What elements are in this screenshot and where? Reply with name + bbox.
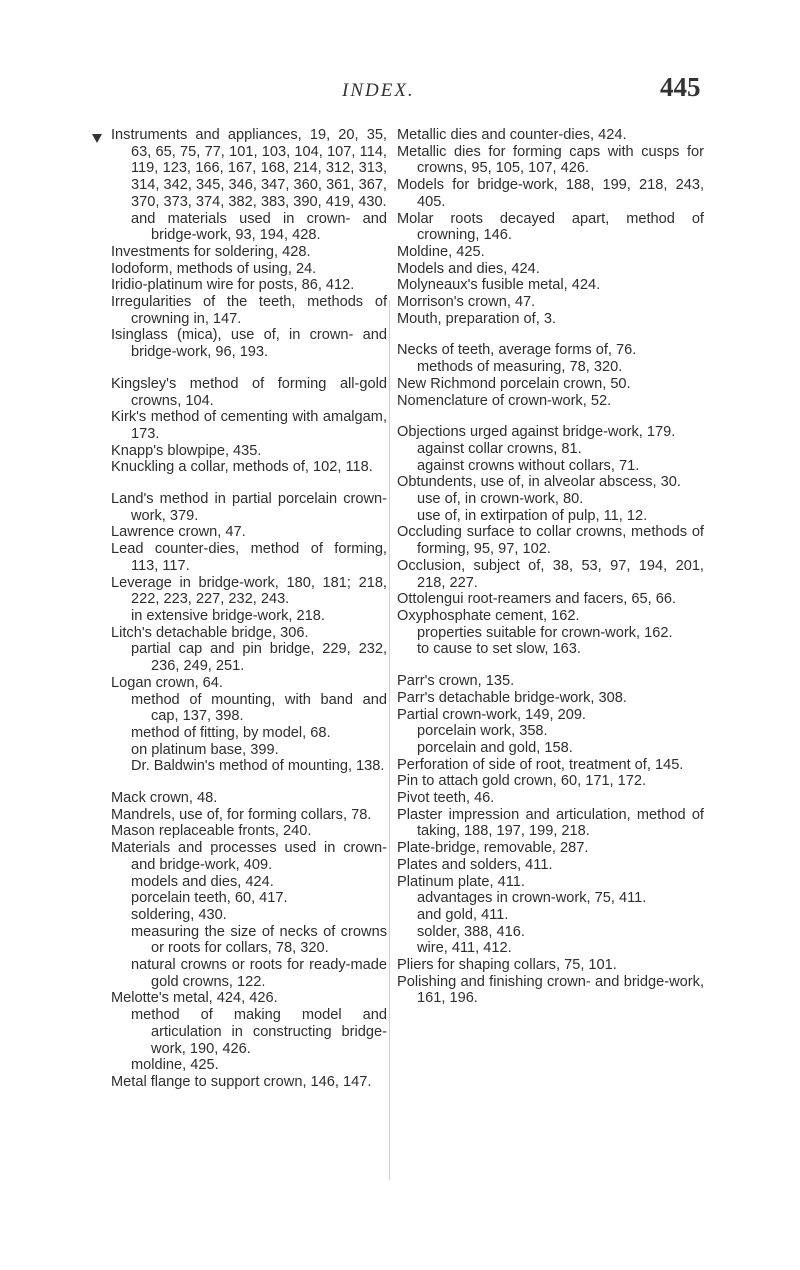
index-entry: Pivot teeth, 46. bbox=[397, 790, 495, 807]
index-entry: Plaster impression and articulation, method of taking, 188, 197, 199, 218. bbox=[397, 806, 704, 840]
index-entry: Melotte's metal, 424, 426. bbox=[111, 990, 278, 1007]
index-subentry: to cause to set slow, 163. bbox=[417, 641, 581, 658]
index-entry: Pin to attach gold crown, 60, 171, 172. bbox=[397, 773, 647, 790]
index-entry: Perforation of side of root, treatment of, 145. bbox=[397, 756, 684, 773]
index-entry: Moldine, 425. bbox=[397, 243, 485, 260]
page-mark-icon bbox=[92, 134, 102, 143]
index-subentry: use of, in extirpation of pulp, 11, 12. bbox=[417, 507, 648, 524]
index-subentry: on platinum base, 399. bbox=[131, 741, 279, 758]
index-entry: Kirk's method of cementing with amalgam, 173. bbox=[111, 409, 387, 442]
index-entry: Mandrels, use of, for forming collars, 78. bbox=[111, 806, 372, 823]
index-entry: Instruments and appliances, 19, 20, 35, 63, 65, 75, 77, 101, 103, 104, 107, 114, 119, 123, 166, 167, 168, 214, 312, 313, 314, 342, 345, 346, 347, 360, 361, 367, 370, 373, 374, 382, 383, 390, 419, 430. bbox=[111, 127, 387, 210]
index-entry: Morrison's crown, 47. bbox=[397, 294, 536, 311]
index-entry: Mack crown, 48. bbox=[111, 790, 218, 807]
index-entry: Materials and processes used in crown- and bridge-work, 409. bbox=[111, 840, 387, 873]
index-subentry: Dr. Baldwin's method of mounting, 138. bbox=[131, 758, 385, 775]
index-entry: Polishing and finishing crown- and bridge-work, 161, 196. bbox=[397, 973, 704, 1007]
index-subentry: wire, 411, 412. bbox=[417, 940, 512, 957]
index-subentry: partial cap and pin bridge, 229, 232, 236, 249, 251. bbox=[131, 641, 387, 675]
index-entry: Metallic dies and counter-dies, 424. bbox=[397, 127, 627, 143]
index-entry: Lawrence crown, 47. bbox=[111, 524, 246, 541]
page-number: 445 bbox=[660, 72, 701, 102]
index-entry: Iodoform, methods of using, 24. bbox=[111, 260, 317, 277]
index-subentry: porcelain work, 358. bbox=[417, 723, 548, 740]
index-subentry: models and dies, 424. bbox=[131, 873, 274, 890]
index-entry: Molar roots decayed apart, method of crowning, 146. bbox=[397, 210, 704, 244]
index-entry: Parr's detachable bridge-work, 308. bbox=[397, 689, 627, 706]
index-entry: Iridio-platinum wire for posts, 86, 412. bbox=[111, 277, 355, 294]
index-subentry: method of mounting, with band and cap, 137, 398. bbox=[131, 691, 387, 725]
index-entry: Leverage in bridge-work, 180, 181; 218, 222, 223, 227, 232, 243. bbox=[111, 574, 387, 608]
index-entry: Occlusion, subject of, 38, 53, 97, 194, 201, 218, 227. bbox=[397, 557, 704, 591]
index-subentry: porcelain and gold, 158. bbox=[417, 739, 573, 756]
page-header bbox=[0, 70, 800, 120]
index-subentry: moldine, 425. bbox=[131, 1057, 219, 1074]
index-subentry: solder, 388, 416. bbox=[417, 923, 525, 940]
index-entry: Kingsley's method of forming all-gold crowns, 104. bbox=[111, 375, 387, 409]
index-entry: Knuckling a collar, methods of, 102, 118. bbox=[111, 459, 373, 476]
index-entry: Models for bridge-work, 188, 199, 218, 243, 405. bbox=[397, 177, 704, 210]
index-entry: Obtundents, use of, in alveolar abscess, 30. bbox=[397, 474, 681, 491]
index-subentry: advantages in crown-work, 75, 411. bbox=[417, 890, 647, 907]
index-entry: Knapp's blowpipe, 435. bbox=[111, 442, 262, 459]
index-entry: Occluding surface to collar crowns, methods of forming, 95, 97, 102. bbox=[397, 524, 704, 558]
index-subentry: method of making model and articulation in constructing bridge-work, 190, 426. bbox=[131, 1007, 387, 1057]
index-entry: Necks of teeth, average forms of, 76. bbox=[397, 342, 637, 359]
index-entry: Objections urged against bridge-work, 179. bbox=[397, 424, 676, 441]
index-entry: Isinglass (mica), use of, in crown- and bridge-work, 96, 193. bbox=[111, 327, 387, 361]
index-subentry: and materials used in crown- and bridge-work, 93, 194, 428. bbox=[131, 210, 387, 244]
index-entry: Investments for soldering, 428. bbox=[111, 243, 311, 260]
index-subentry: measuring the size of necks of crowns or roots for collars, 78, 320. bbox=[131, 923, 387, 957]
index-entry: Land's method in partial porcelain crown-work, 379. bbox=[111, 491, 387, 524]
index-subentry: and gold, 411. bbox=[417, 906, 509, 923]
running-head: INDEX. bbox=[342, 80, 415, 101]
index-subentry: use of, in crown-work, 80. bbox=[417, 491, 584, 508]
index-entry: Parr's crown, 135. bbox=[397, 673, 515, 690]
index-entry: Nomenclature of crown-work, 52. bbox=[397, 392, 612, 409]
index-column-right bbox=[397, 127, 704, 1007]
index-entry: Metallic dies for forming caps with cusps for crowns, 95, 105, 107, 426. bbox=[397, 143, 704, 177]
index-subentry: soldering, 430. bbox=[131, 906, 227, 923]
index-entry: Logan crown, 64. bbox=[111, 674, 223, 691]
index-entry: Litch's detachable bridge, 306. bbox=[111, 624, 309, 641]
index-entry: Partial crown-work, 149, 209. bbox=[397, 706, 586, 723]
index-entry: Platinum plate, 411. bbox=[397, 873, 525, 890]
column-divider bbox=[389, 300, 390, 1180]
index-entry: Models and dies, 424. bbox=[397, 260, 540, 277]
index-subentry: method of fitting, by model, 68. bbox=[131, 724, 331, 741]
index-entry: Ottolengui root-reamers and facers, 65, 66. bbox=[397, 591, 677, 608]
index-entry: New Richmond porcelain crown, 50. bbox=[397, 375, 631, 392]
index-subentry: properties suitable for crown-work, 162. bbox=[417, 624, 673, 641]
index-entry: Oxyphosphate cement, 162. bbox=[397, 607, 580, 624]
index-subentry: in extensive bridge-work, 218. bbox=[131, 607, 325, 624]
index-subentry: against collar crowns, 81. bbox=[417, 440, 582, 457]
index-entry: Pliers for shaping collars, 75, 101. bbox=[397, 957, 617, 974]
index-entry: Mason replaceable fronts, 240. bbox=[111, 823, 312, 840]
index-subentry: methods of measuring, 78, 320. bbox=[417, 359, 623, 376]
index-entry: Plates and solders, 411. bbox=[397, 856, 553, 873]
index-entry: Lead counter-dies, method of forming, 113, 117. bbox=[111, 541, 387, 574]
index-subentry: natural crowns or roots for ready-made gold crowns, 122. bbox=[131, 957, 387, 990]
index-subentry: porcelain teeth, 60, 417. bbox=[131, 890, 288, 907]
index-subentry: against crowns without collars, 71. bbox=[417, 457, 640, 474]
index-entry: Mouth, preparation of, 3. bbox=[397, 310, 557, 327]
index-entry: Molyneaux's fusible metal, 424. bbox=[397, 277, 601, 294]
index-entry: Plate-bridge, removable, 287. bbox=[397, 840, 589, 857]
index-column-left bbox=[111, 127, 387, 1091]
index-entry: Irregularities of the teeth, methods of crowning in, 147. bbox=[111, 294, 387, 327]
index-entry: Metal flange to support crown, 146, 147. bbox=[111, 1073, 372, 1090]
